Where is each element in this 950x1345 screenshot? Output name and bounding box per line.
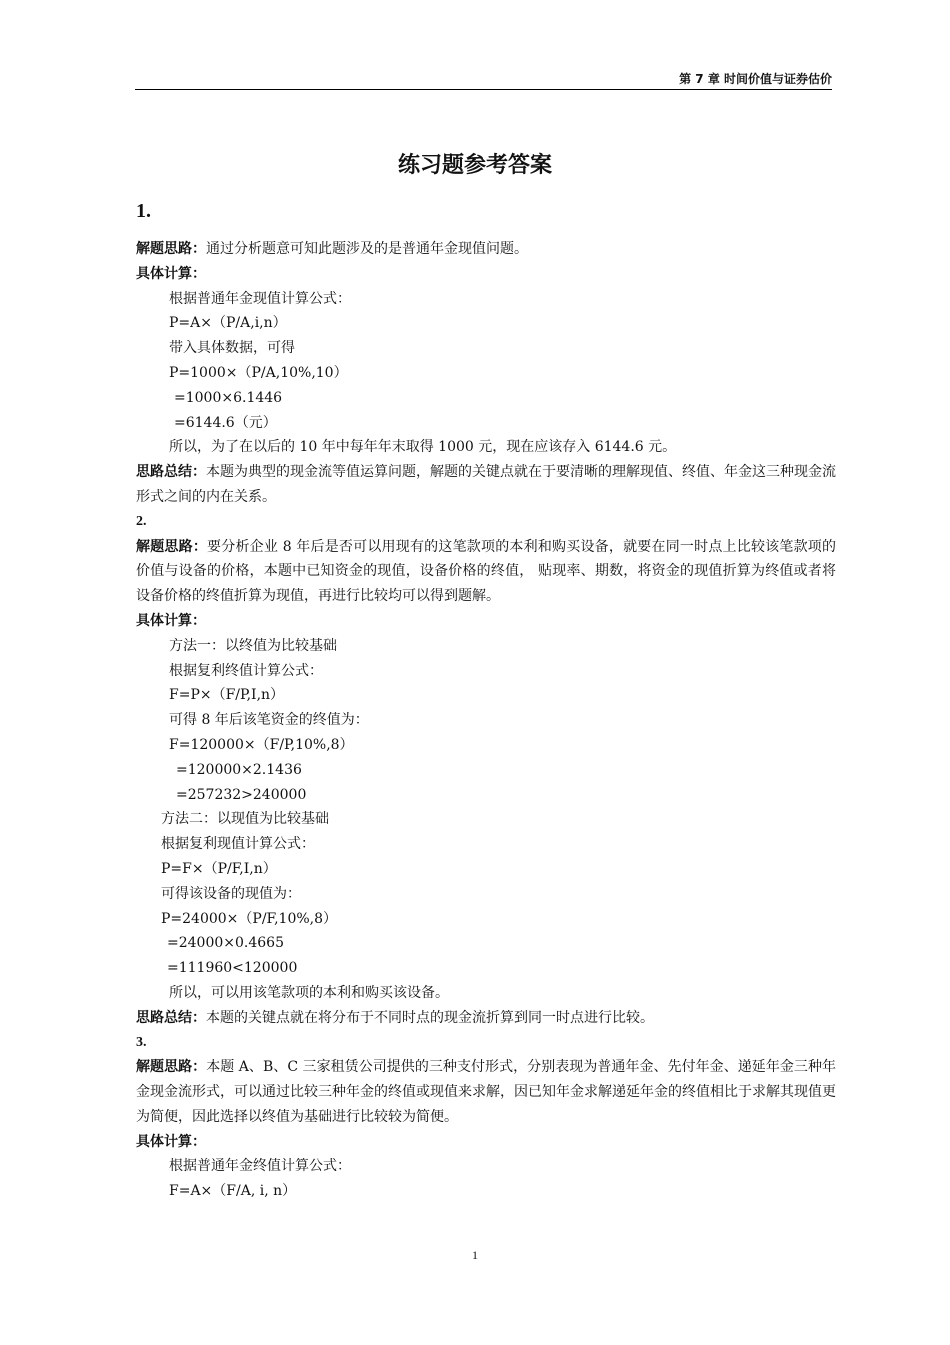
q2-approach xyxy=(136,535,836,609)
q2-method1-line: =120000×2.1436 xyxy=(176,761,302,778)
q2-summary xyxy=(136,1006,836,1031)
q3-line: F=A×（F/A, i, n） xyxy=(169,1183,297,1200)
question-3-number: 3. xyxy=(136,1034,147,1050)
q1-approach-label: 解题思路： xyxy=(136,241,206,257)
q2-method2-line: 根据复利现值计算公式： xyxy=(161,836,315,853)
q2-method2-line: 方法二：以现值为比较基础 xyxy=(161,811,329,828)
q1-summary-text: 本题为典型的现金流等值运算问题，解题的关键点就在于要清晰的理解现值、终值、年金这三种现金流形式之间的内在关系。 xyxy=(136,464,836,505)
answer-body xyxy=(136,237,836,1204)
q1-line: P=1000×（P/A,10%,10） xyxy=(169,364,348,381)
q1-summary xyxy=(136,460,836,510)
q2-summary-label: 思路总结： xyxy=(136,1009,206,1026)
q2-method1-line: 根据复利终值计算公式： xyxy=(169,662,323,679)
q1-line: 根据普通年金现值计算公式： xyxy=(169,290,351,307)
running-header: 第 7 章 时间价值与证券估价 xyxy=(679,72,832,86)
q2-method1-line: F=120000×（F/P,10%,8） xyxy=(169,736,354,753)
q2-method1-line: =257232>240000 xyxy=(176,786,307,803)
q2-method2-line: P=24000×（P/F,10%,8） xyxy=(161,910,338,927)
q1-approach xyxy=(136,237,836,262)
q3-approach-label: 解题思路： xyxy=(136,1059,207,1076)
q2-calc-label: 具体计算： xyxy=(136,612,206,629)
page-number: 1 xyxy=(472,1248,478,1262)
q2-method2-line: =24000×0.4665 xyxy=(167,935,284,952)
q1-line: =6144.6（元） xyxy=(174,414,277,431)
q2-method2-line: 可得该设备的现值为： xyxy=(161,885,301,902)
q1-line: P=A×（P/A,i,n） xyxy=(169,315,287,332)
q3-approach-text: 本题 A、B、C 三家租赁公司提供的三种支付形式，分别表现为普通年金、先付年金、递延年金三种年金现金流形式，可以通过比较三种年金的终值或现值来求解，因已知年金求解递延年金的终值相比于求解其现值更为简便，因此选择以终值为基础进行比较较为简便。 xyxy=(136,1059,836,1125)
q1-line: =1000×6.1446 xyxy=(174,389,283,406)
q2-approach-label: 解题思路： xyxy=(136,538,208,555)
question-1-number: 1. xyxy=(136,200,151,222)
q1-line: 所以，为了在以后的 10 年中每年年末取得 1000 元，现在应该存入 6144.6 元。 xyxy=(169,439,677,456)
q2-conclusion: 所以，可以用该笔款项的本利和购买该设备。 xyxy=(169,984,449,1001)
q2-method1-line: 方法一：以终值为比较基础 xyxy=(169,637,337,654)
q2-method1-line: 可得 8 年后该笔资金的终值为： xyxy=(169,712,369,729)
q2-summary-text: 本题的关键点就在将分布于不同时点的现金流折算到同一时点进行比较。 xyxy=(206,1009,654,1026)
q1-line: 带入具体数据，可得 xyxy=(169,340,295,357)
q3-approach xyxy=(136,1055,836,1129)
header-rule xyxy=(135,89,832,90)
q1-summary-label: 思路总结： xyxy=(136,464,206,481)
q2-method2-line: P=F×（P/F,I,n） xyxy=(161,860,277,877)
q3-line: 根据普通年金终值计算公式： xyxy=(169,1158,351,1175)
q2-method1-line: F=P×（F/P,I,n） xyxy=(169,687,285,704)
q1-calc-label: 具体计算： xyxy=(136,265,206,282)
q2-method2-line: =111960<120000 xyxy=(167,960,298,977)
q2-approach-text: 要分析企业 8 年后是否可以用现有的这笔款项的本利和购买设备，就要在同一时点上比较该笔款项的价值与设备的价格，本题中已知资金的现值，设备价格的终值， 贴现率、期数，将资金的现值折算为终值或者将设备价格的终值折算为现值，再进行比较均可以得到题解。 xyxy=(136,538,836,605)
q3-calc-label: 具体计算： xyxy=(136,1133,206,1150)
page-title: 练习题参考答案 xyxy=(397,153,552,178)
q1-approach-text: 通过分析题意可知此题涉及的是普通年金现值问题。 xyxy=(206,241,528,257)
question-2-number: 2. xyxy=(136,513,147,529)
